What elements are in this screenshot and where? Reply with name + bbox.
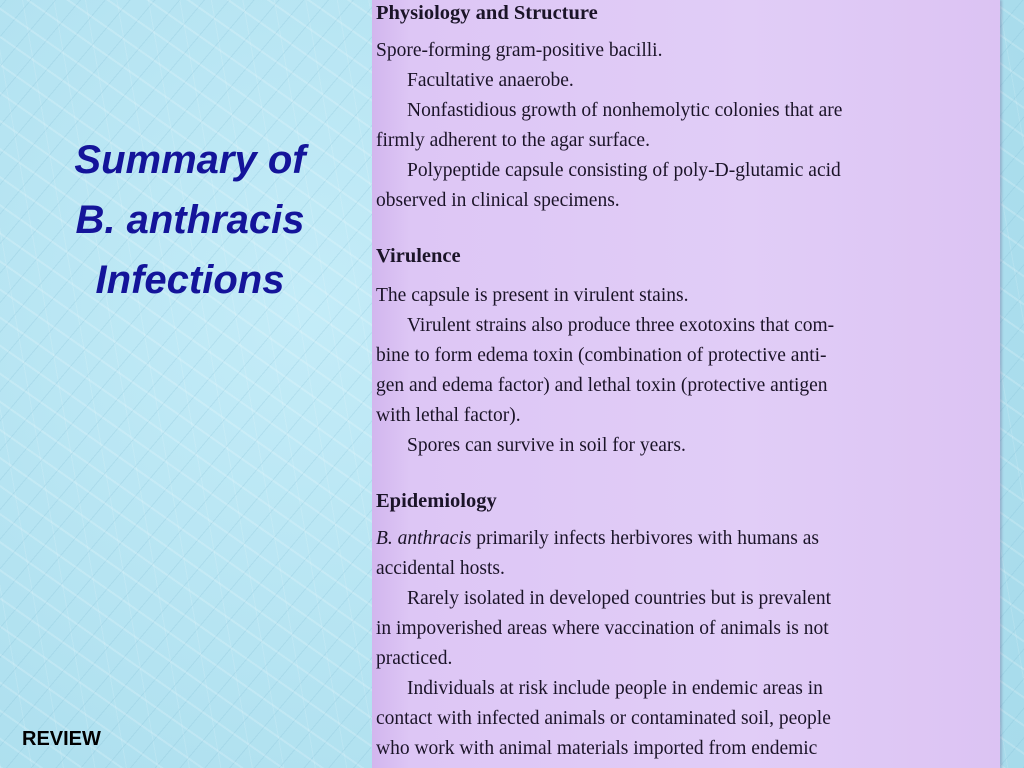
text-line: B. anthracis primarily infects herbivores with humans as [376,528,820,549]
section-heading-physiology: Physiology and Structure [376,2,598,24]
textbook-excerpt [372,0,1000,768]
text-line: Polypeptide capsule consisting of poly-D-glutamic acid [407,160,841,181]
text-line: Spore-forming gram-positive bacilli. [376,40,663,61]
text-line: Virulent strains also produce three exotoxins that com- [407,315,835,336]
text-line: in impoverished areas where vaccination of animals is not [376,618,829,639]
text-line: firmly adherent to the agar surface. [376,130,650,151]
text-line: practiced. [376,648,453,669]
title-line: Summary of [74,138,306,182]
text-line: bine to form edema toxin (combination of protective anti- [376,345,827,366]
text-line: Individuals at risk include people in endemic areas in [407,678,823,699]
review-label: REVIEW [22,728,101,750]
title-line: Infections [95,258,285,302]
text-line: Nonfastidious growth of nonhemolytic colonies that are [407,100,843,121]
text-line: Spores can survive in soil for years. [407,435,686,456]
slide-title [20,130,360,310]
text-line: The capsule is present in virulent stains. [376,285,689,306]
text-line: Facultative anaerobe. [407,70,574,91]
text-line: with lethal factor). [376,405,521,426]
section-heading-epidemiology: Epidemiology [376,490,497,512]
text-line: accidental hosts. [376,558,505,579]
text-line: gen and edema factor) and lethal toxin (protective antigen [376,375,828,396]
text-line: who work with animal materials imported from endemic [376,738,818,759]
title-line: B. anthracis [75,198,305,242]
species-name: B. anthracis [376,528,472,549]
text-line: Rarely isolated in developed countries but is prevalent [407,588,832,609]
text-line: contact with infected animals or contaminated soil, people [376,708,831,729]
section-heading-virulence: Virulence [376,245,461,267]
text-line: observed in clinical specimens. [376,190,620,211]
